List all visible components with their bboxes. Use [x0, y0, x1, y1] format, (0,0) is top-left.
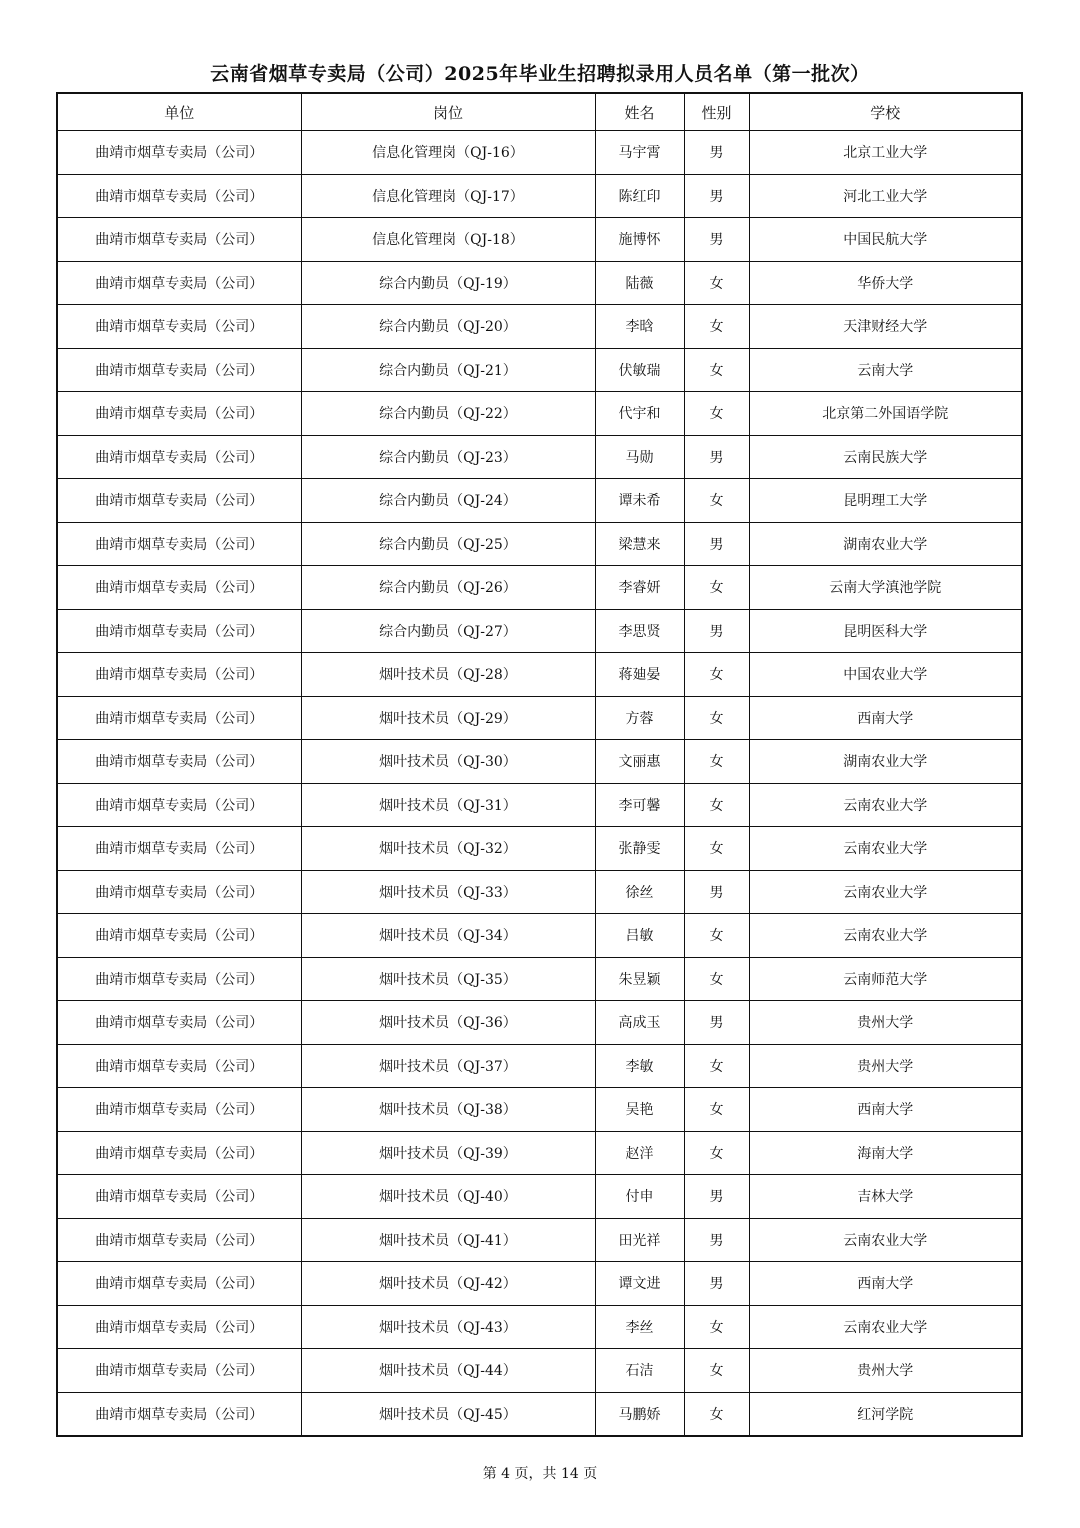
cell-unit: 曲靖市烟草专卖局（公司）: [57, 348, 301, 392]
cell-post: 烟叶技术员（QJ-41）: [301, 1218, 595, 1262]
cell-school: 天津财经大学: [749, 305, 1022, 349]
cell-name: 施博怀: [595, 218, 684, 262]
cell-name: 方蓉: [595, 696, 684, 740]
cell-name: 李敏: [595, 1044, 684, 1088]
cell-unit: 曲靖市烟草专卖局（公司）: [57, 957, 301, 1001]
cell-unit: 曲靖市烟草专卖局（公司）: [57, 1218, 301, 1262]
cell-post: 信息化管理岗（QJ-17）: [301, 174, 595, 218]
cell-gender: 男: [684, 609, 749, 653]
cell-name: 马勋: [595, 435, 684, 479]
table-row: [57, 783, 1022, 827]
table-row: [57, 1001, 1022, 1045]
cell-unit: 曲靖市烟草专卖局（公司）: [57, 1131, 301, 1175]
cell-school: 海南大学: [749, 1131, 1022, 1175]
cell-name: 马鹏娇: [595, 1392, 684, 1436]
cell-gender: 男: [684, 218, 749, 262]
cell-school: 西南大学: [749, 1262, 1022, 1306]
cell-unit: 曲靖市烟草专卖局（公司）: [57, 783, 301, 827]
table-body: [57, 131, 1022, 1437]
cell-school: 贵州大学: [749, 1001, 1022, 1045]
cell-post: 综合内勤员（QJ-23）: [301, 435, 595, 479]
table-row: [57, 914, 1022, 958]
cell-unit: 曲靖市烟草专卖局（公司）: [57, 1044, 301, 1088]
cell-unit: 曲靖市烟草专卖局（公司）: [57, 479, 301, 523]
table-row: [57, 1305, 1022, 1349]
header-school: 学校: [749, 93, 1022, 131]
cell-school: 湖南农业大学: [749, 740, 1022, 784]
cell-name: 李晗: [595, 305, 684, 349]
cell-school: 云南农业大学: [749, 827, 1022, 871]
cell-gender: 女: [684, 1349, 749, 1393]
cell-gender: 女: [684, 783, 749, 827]
cell-name: 张静雯: [595, 827, 684, 871]
cell-gender: 女: [684, 479, 749, 523]
cell-post: 烟叶技术员（QJ-39）: [301, 1131, 595, 1175]
cell-post: 综合内勤员（QJ-27）: [301, 609, 595, 653]
cell-post: 烟叶技术员（QJ-31）: [301, 783, 595, 827]
cell-gender: 女: [684, 392, 749, 436]
cell-unit: 曲靖市烟草专卖局（公司）: [57, 566, 301, 610]
cell-post: 烟叶技术员（QJ-42）: [301, 1262, 595, 1306]
cell-unit: 曲靖市烟草专卖局（公司）: [57, 392, 301, 436]
cell-post: 综合内勤员（QJ-24）: [301, 479, 595, 523]
cell-school: 北京第二外国语学院: [749, 392, 1022, 436]
table-row: [57, 1349, 1022, 1393]
cell-name: 蒋廸晏: [595, 653, 684, 697]
table-row: [57, 261, 1022, 305]
cell-post: 信息化管理岗（QJ-16）: [301, 131, 595, 175]
cell-school: 云南农业大学: [749, 783, 1022, 827]
cell-post: 烟叶技术员（QJ-34）: [301, 914, 595, 958]
cell-unit: 曲靖市烟草专卖局（公司）: [57, 1305, 301, 1349]
table-row: [57, 1392, 1022, 1436]
cell-name: 文丽惠: [595, 740, 684, 784]
cell-name: 田光祥: [595, 1218, 684, 1262]
cell-gender: 男: [684, 131, 749, 175]
page-number: 第 4 页，共 14 页: [482, 1466, 598, 1482]
cell-post: 综合内勤员（QJ-21）: [301, 348, 595, 392]
cell-name: 吴艳: [595, 1088, 684, 1132]
cell-unit: 曲靖市烟草专卖局（公司）: [57, 1349, 301, 1393]
cell-gender: 女: [684, 566, 749, 610]
cell-name: 谭文进: [595, 1262, 684, 1306]
table-header-row: [57, 93, 1022, 131]
cell-unit: 曲靖市烟草专卖局（公司）: [57, 1088, 301, 1132]
cell-post: 烟叶技术员（QJ-43）: [301, 1305, 595, 1349]
cell-post: 烟叶技术员（QJ-30）: [301, 740, 595, 784]
cell-gender: 男: [684, 174, 749, 218]
cell-unit: 曲靖市烟草专卖局（公司）: [57, 1392, 301, 1436]
table-row: [57, 566, 1022, 610]
table-row: [57, 1088, 1022, 1132]
cell-gender: 女: [684, 957, 749, 1001]
cell-gender: 女: [684, 261, 749, 305]
cell-gender: 男: [684, 1262, 749, 1306]
table-row: [57, 1131, 1022, 1175]
cell-post: 烟叶技术员（QJ-28）: [301, 653, 595, 697]
table-row: [57, 1044, 1022, 1088]
cell-school: 云南农业大学: [749, 1218, 1022, 1262]
cell-name: 梁慧来: [595, 522, 684, 566]
cell-unit: 曲靖市烟草专卖局（公司）: [57, 870, 301, 914]
cell-name: 李可馨: [595, 783, 684, 827]
table-row: [57, 1262, 1022, 1306]
cell-gender: 女: [684, 305, 749, 349]
cell-post: 烟叶技术员（QJ-38）: [301, 1088, 595, 1132]
cell-name: 马宇霄: [595, 131, 684, 175]
cell-post: 烟叶技术员（QJ-33）: [301, 870, 595, 914]
cell-gender: 女: [684, 1088, 749, 1132]
cell-name: 谭未希: [595, 479, 684, 523]
cell-school: 云南农业大学: [749, 870, 1022, 914]
table-row: [57, 957, 1022, 1001]
cell-name: 赵洋: [595, 1131, 684, 1175]
cell-post: 综合内勤员（QJ-19）: [301, 261, 595, 305]
cell-name: 朱昱颖: [595, 957, 684, 1001]
cell-school: 云南农业大学: [749, 914, 1022, 958]
cell-unit: 曲靖市烟草专卖局（公司）: [57, 740, 301, 784]
cell-post: 信息化管理岗（QJ-18）: [301, 218, 595, 262]
table-row: [57, 348, 1022, 392]
cell-school: 云南师范大学: [749, 957, 1022, 1001]
cell-gender: 女: [684, 1305, 749, 1349]
cell-gender: 女: [684, 1131, 749, 1175]
cell-post: 烟叶技术员（QJ-35）: [301, 957, 595, 1001]
cell-name: 付申: [595, 1175, 684, 1219]
cell-name: 代宇和: [595, 392, 684, 436]
cell-school: 华侨大学: [749, 261, 1022, 305]
cell-post: 烟叶技术员（QJ-44）: [301, 1349, 595, 1393]
cell-post: 烟叶技术员（QJ-37）: [301, 1044, 595, 1088]
cell-unit: 曲靖市烟草专卖局（公司）: [57, 1175, 301, 1219]
table-row: [57, 305, 1022, 349]
cell-unit: 曲靖市烟草专卖局（公司）: [57, 914, 301, 958]
table-row: [57, 522, 1022, 566]
cell-post: 烟叶技术员（QJ-40）: [301, 1175, 595, 1219]
table-row: [57, 392, 1022, 436]
cell-school: 湖南农业大学: [749, 522, 1022, 566]
table-row: [57, 218, 1022, 262]
cell-school: 云南大学: [749, 348, 1022, 392]
cell-post: 烟叶技术员（QJ-29）: [301, 696, 595, 740]
cell-school: 云南民族大学: [749, 435, 1022, 479]
cell-name: 李思贤: [595, 609, 684, 653]
cell-school: 红河学院: [749, 1392, 1022, 1436]
table-row: [57, 870, 1022, 914]
table-row: [57, 696, 1022, 740]
cell-gender: 女: [684, 740, 749, 784]
cell-school: 云南农业大学: [749, 1305, 1022, 1349]
cell-post: 综合内勤员（QJ-22）: [301, 392, 595, 436]
page-title: 云南省烟草专卖局（公司）2025年毕业生招聘拟录用人员名单（第一批次）: [210, 63, 870, 85]
table-row: [57, 609, 1022, 653]
cell-name: 李睿妍: [595, 566, 684, 610]
cell-school: 西南大学: [749, 1088, 1022, 1132]
cell-unit: 曲靖市烟草专卖局（公司）: [57, 435, 301, 479]
cell-post: 综合内勤员（QJ-26）: [301, 566, 595, 610]
table-row: [57, 827, 1022, 871]
header-gender: 性别: [684, 93, 749, 131]
cell-gender: 女: [684, 827, 749, 871]
cell-unit: 曲靖市烟草专卖局（公司）: [57, 261, 301, 305]
cell-school: 西南大学: [749, 696, 1022, 740]
cell-gender: 女: [684, 914, 749, 958]
table-row: [57, 653, 1022, 697]
cell-unit: 曲靖市烟草专卖局（公司）: [57, 653, 301, 697]
table-row: [57, 479, 1022, 523]
cell-post: 烟叶技术员（QJ-36）: [301, 1001, 595, 1045]
cell-gender: 女: [684, 653, 749, 697]
cell-school: 中国农业大学: [749, 653, 1022, 697]
cell-school: 河北工业大学: [749, 174, 1022, 218]
cell-name: 石洁: [595, 1349, 684, 1393]
recruitment-table: [56, 92, 1023, 1437]
cell-school: 北京工业大学: [749, 131, 1022, 175]
cell-unit: 曲靖市烟草专卖局（公司）: [57, 305, 301, 349]
cell-gender: 女: [684, 696, 749, 740]
cell-school: 昆明医科大学: [749, 609, 1022, 653]
cell-gender: 男: [684, 435, 749, 479]
header-unit: 单位: [57, 93, 301, 131]
cell-unit: 曲靖市烟草专卖局（公司）: [57, 1262, 301, 1306]
cell-school: 贵州大学: [749, 1044, 1022, 1088]
table-row: [57, 740, 1022, 784]
cell-name: 伏敏瑞: [595, 348, 684, 392]
cell-unit: 曲靖市烟草专卖局（公司）: [57, 827, 301, 871]
cell-unit: 曲靖市烟草专卖局（公司）: [57, 609, 301, 653]
cell-unit: 曲靖市烟草专卖局（公司）: [57, 218, 301, 262]
cell-gender: 男: [684, 1175, 749, 1219]
cell-school: 吉林大学: [749, 1175, 1022, 1219]
table-row: [57, 1175, 1022, 1219]
cell-school: 昆明理工大学: [749, 479, 1022, 523]
header-post: 岗位: [301, 93, 595, 131]
cell-post: 烟叶技术员（QJ-32）: [301, 827, 595, 871]
cell-gender: 女: [684, 348, 749, 392]
cell-name: 陈红印: [595, 174, 684, 218]
table-row: [57, 1218, 1022, 1262]
table-row: [57, 131, 1022, 175]
cell-gender: 女: [684, 1392, 749, 1436]
cell-name: 李丝: [595, 1305, 684, 1349]
cell-gender: 男: [684, 522, 749, 566]
cell-unit: 曲靖市烟草专卖局（公司）: [57, 1001, 301, 1045]
cell-unit: 曲靖市烟草专卖局（公司）: [57, 522, 301, 566]
cell-gender: 男: [684, 1218, 749, 1262]
cell-post: 烟叶技术员（QJ-45）: [301, 1392, 595, 1436]
cell-school: 云南大学滇池学院: [749, 566, 1022, 610]
cell-name: 高成玉: [595, 1001, 684, 1045]
cell-gender: 男: [684, 870, 749, 914]
cell-unit: 曲靖市烟草专卖局（公司）: [57, 131, 301, 175]
cell-name: 吕敏: [595, 914, 684, 958]
cell-post: 综合内勤员（QJ-20）: [301, 305, 595, 349]
cell-post: 综合内勤员（QJ-25）: [301, 522, 595, 566]
cell-school: 中国民航大学: [749, 218, 1022, 262]
table-row: [57, 174, 1022, 218]
cell-name: 陆薇: [595, 261, 684, 305]
header-name: 姓名: [595, 93, 684, 131]
cell-school: 贵州大学: [749, 1349, 1022, 1393]
cell-gender: 男: [684, 1001, 749, 1045]
cell-unit: 曲靖市烟草专卖局（公司）: [57, 696, 301, 740]
cell-unit: 曲靖市烟草专卖局（公司）: [57, 174, 301, 218]
cell-gender: 女: [684, 1044, 749, 1088]
table-row: [57, 435, 1022, 479]
cell-name: 徐丝: [595, 870, 684, 914]
